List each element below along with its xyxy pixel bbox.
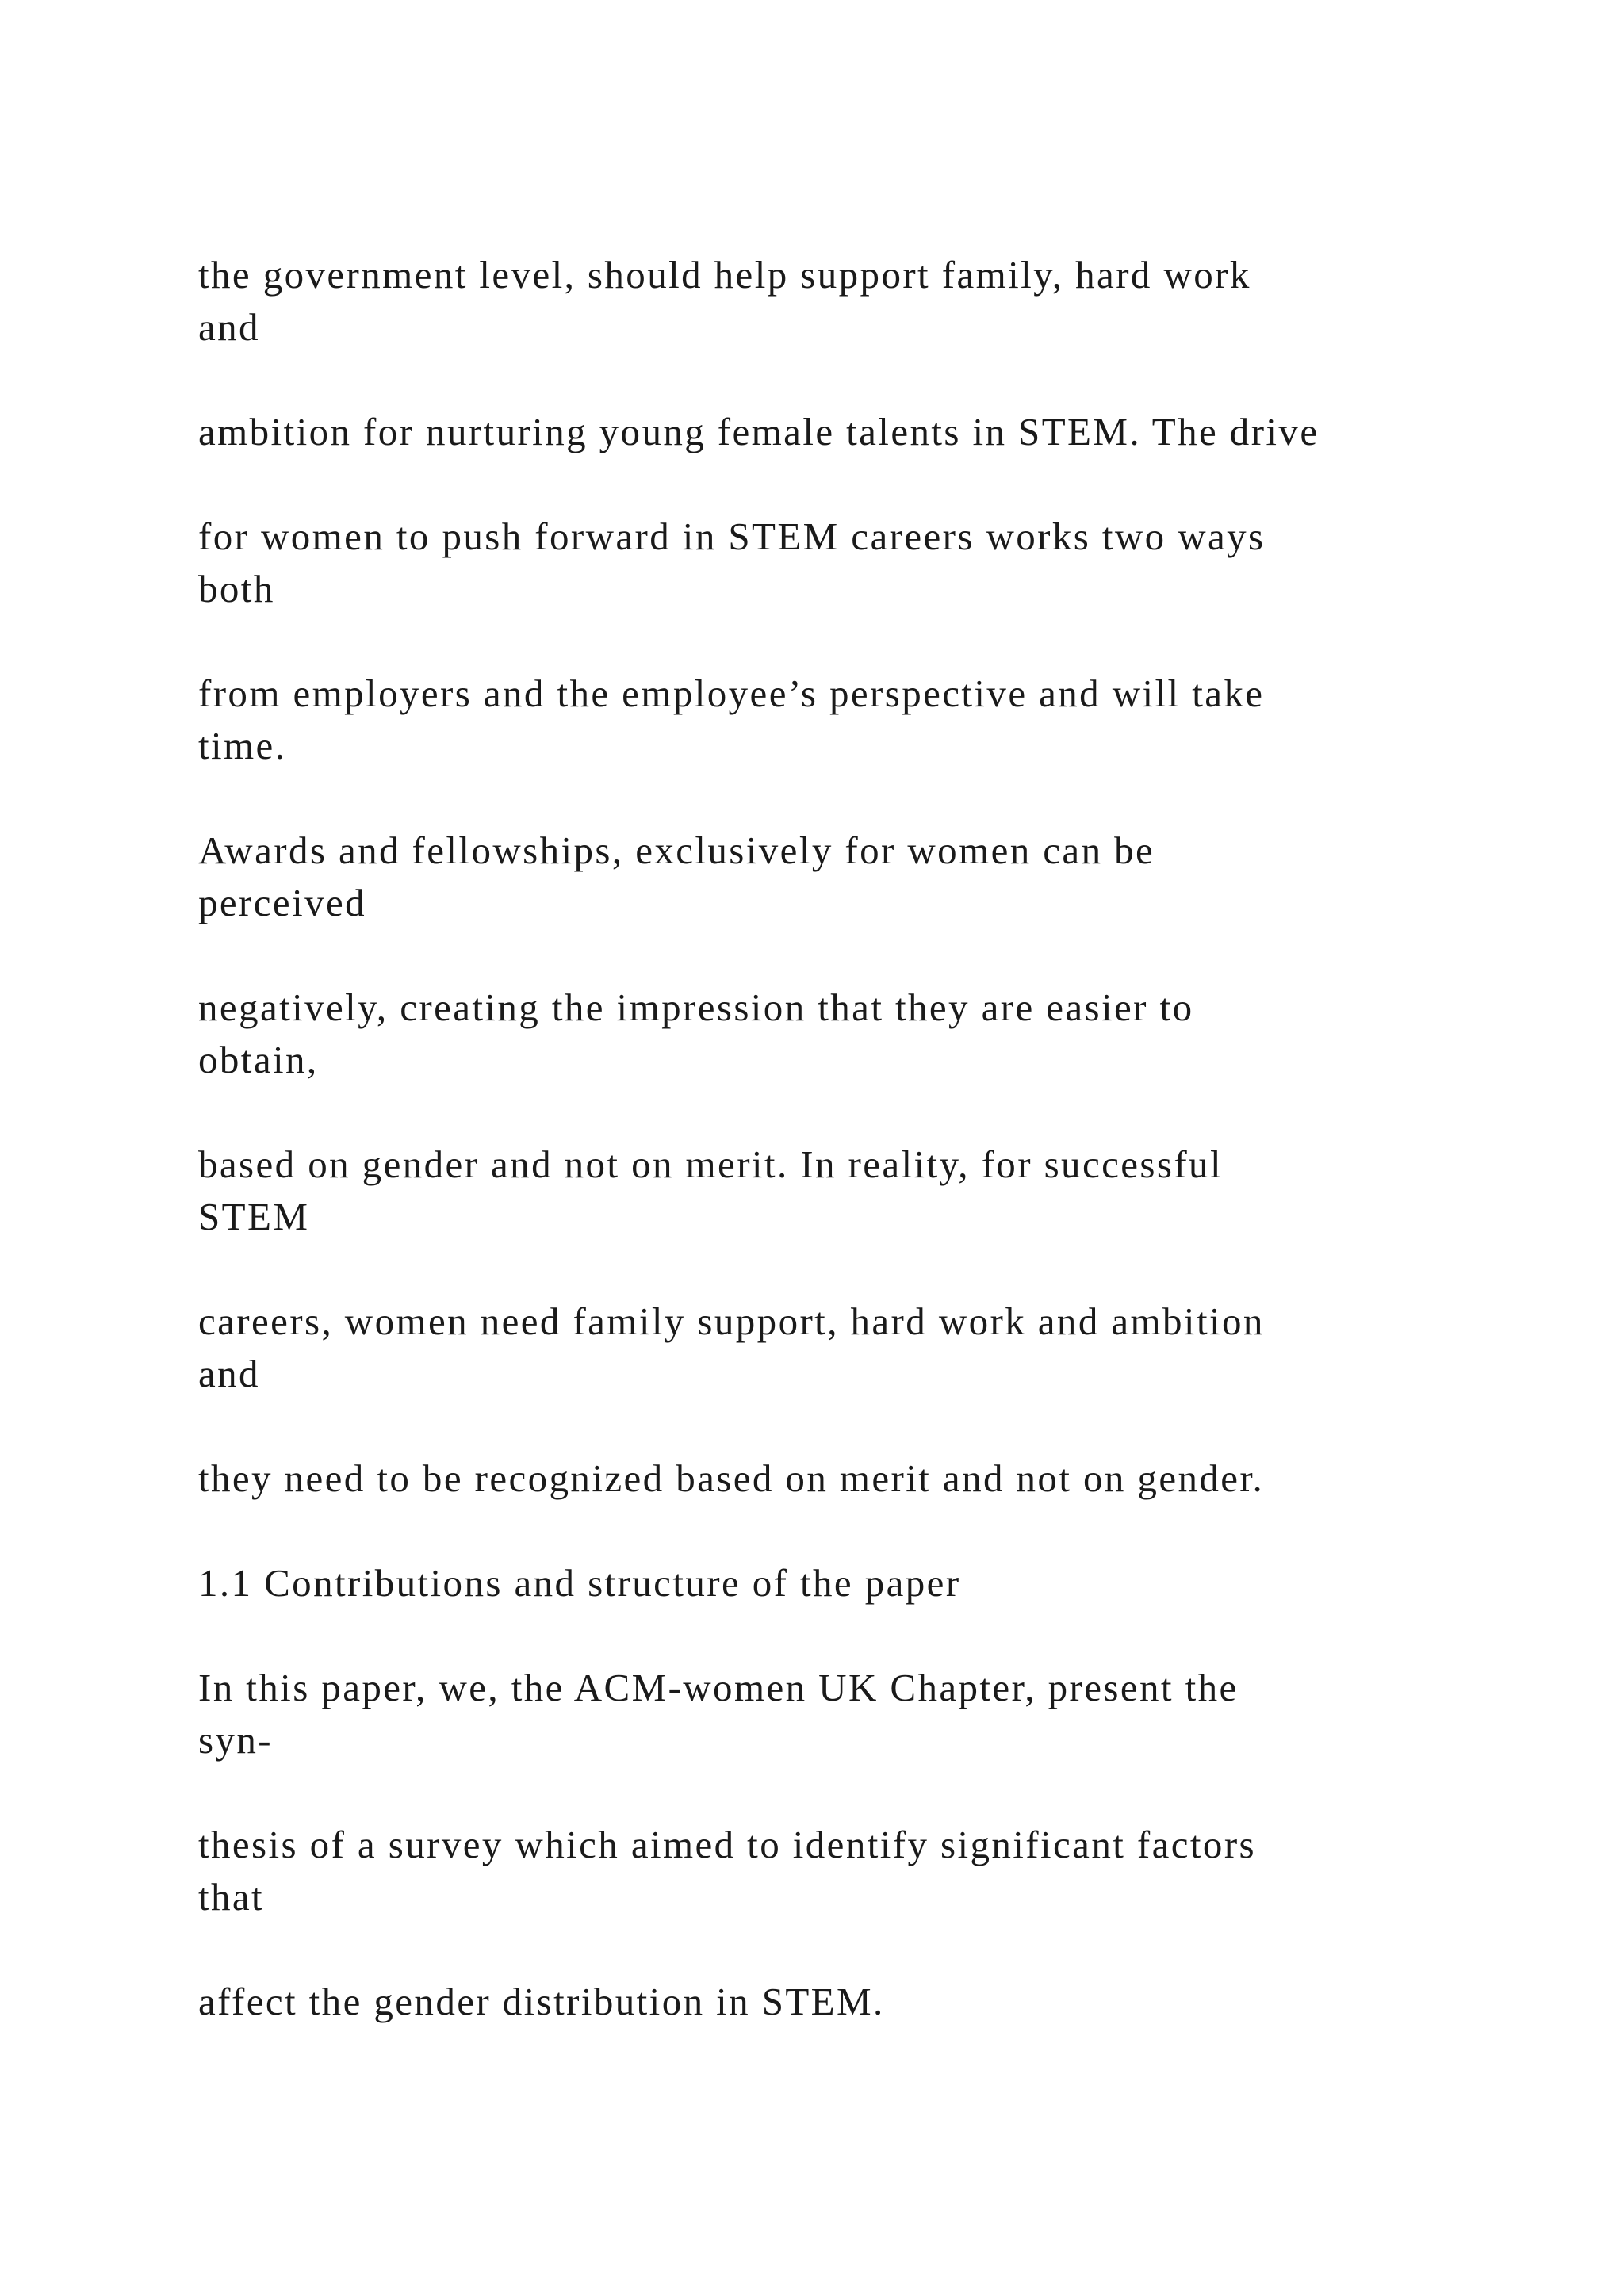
paragraph-10: In this paper, we, the ACM-women UK Chapter, present the syn-: [198, 1666, 1239, 1762]
paragraph-2: ambition for nurturing young female talents in STEM. The drive: [198, 410, 1320, 453]
paragraph-8: careers, women need family support, hard work and ambition and: [198, 1299, 1265, 1395]
paragraph-1: the government level, should help support family, hard work and: [198, 253, 1251, 349]
paragraph-12: affect the gender distribution in STEM.: [198, 1980, 885, 2023]
paragraph-11: thesis of a survey which aimed to identify significant factors that: [198, 1823, 1257, 1919]
paragraph-5: Awards and fellowships, exclusively for women can be perceived: [198, 828, 1155, 924]
paragraph-4: from employers and the employee’s perspective and will take time.: [198, 672, 1265, 767]
paragraph-3: for women to push forward in STEM careers works two ways both: [198, 515, 1266, 610]
paragraph-6: negatively, creating the impression that they are easier to obtain,: [198, 985, 1194, 1081]
section-heading: 1.1 Contributions and structure of the paper: [198, 1561, 961, 1605]
paragraph-9: they need to be recognized based on merit and not on gender.: [198, 1456, 1265, 1500]
paragraph-7: based on gender and not on merit. In reality, for successful STEM: [198, 1142, 1223, 1238]
